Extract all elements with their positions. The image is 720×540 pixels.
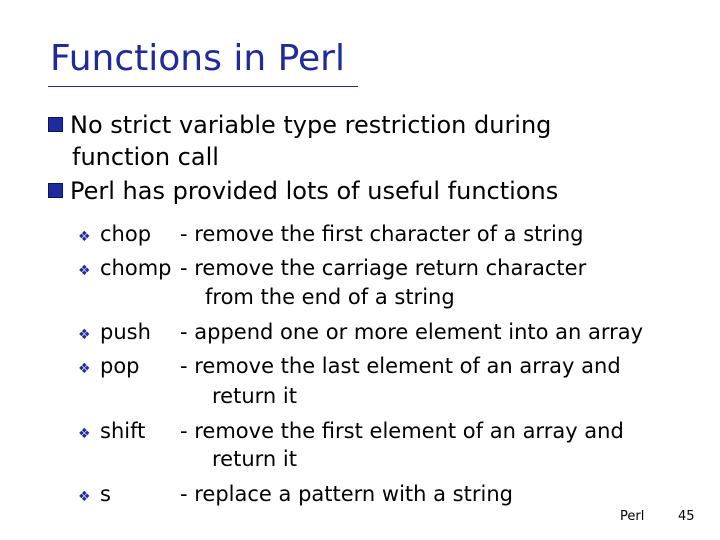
function-description: - remove the first element of an array and bbox=[180, 419, 624, 443]
function-name: pop bbox=[100, 354, 140, 378]
function-description: - replace a pattern with a string bbox=[180, 482, 513, 506]
function-name: s bbox=[100, 482, 111, 506]
diamond-bullet-icon: ❖ bbox=[78, 229, 91, 245]
bullet-item bbox=[48, 111, 551, 139]
square-bullet-icon bbox=[48, 117, 63, 132]
diamond-bullet-icon: ❖ bbox=[78, 263, 91, 279]
diamond-bullet-icon: ❖ bbox=[78, 489, 91, 505]
function-description-continuation: return it bbox=[212, 447, 297, 471]
page-number: 45 bbox=[678, 509, 695, 524]
diamond-bullet-icon: ❖ bbox=[78, 327, 91, 343]
bullet-item bbox=[48, 177, 558, 205]
function-description: - append one or more element into an array bbox=[180, 320, 644, 344]
bullet-text: Perl has provided lots of useful functions bbox=[70, 177, 559, 205]
bullet-text: No strict variable type restriction during bbox=[70, 111, 552, 139]
bullet-continuation: function call bbox=[72, 143, 219, 171]
function-name: chop bbox=[100, 222, 152, 246]
square-bullet-icon bbox=[48, 183, 63, 198]
function-description: - remove the carriage return character bbox=[180, 256, 587, 280]
function-description-continuation: return it bbox=[212, 384, 297, 408]
function-description: - remove the last element of an array and bbox=[180, 354, 621, 378]
title-underline bbox=[48, 86, 358, 87]
diamond-bullet-icon: ❖ bbox=[78, 361, 91, 377]
function-description: - remove the first character of a string bbox=[180, 222, 584, 246]
function-name: shift bbox=[100, 419, 146, 443]
slide-title: Functions in Perl bbox=[50, 38, 345, 79]
diamond-bullet-icon: ❖ bbox=[78, 426, 91, 442]
function-description-continuation: from the end of a string bbox=[205, 285, 455, 309]
function-name: push bbox=[100, 320, 151, 344]
function-name: chomp bbox=[100, 256, 172, 280]
footer-label: Perl bbox=[620, 509, 645, 524]
